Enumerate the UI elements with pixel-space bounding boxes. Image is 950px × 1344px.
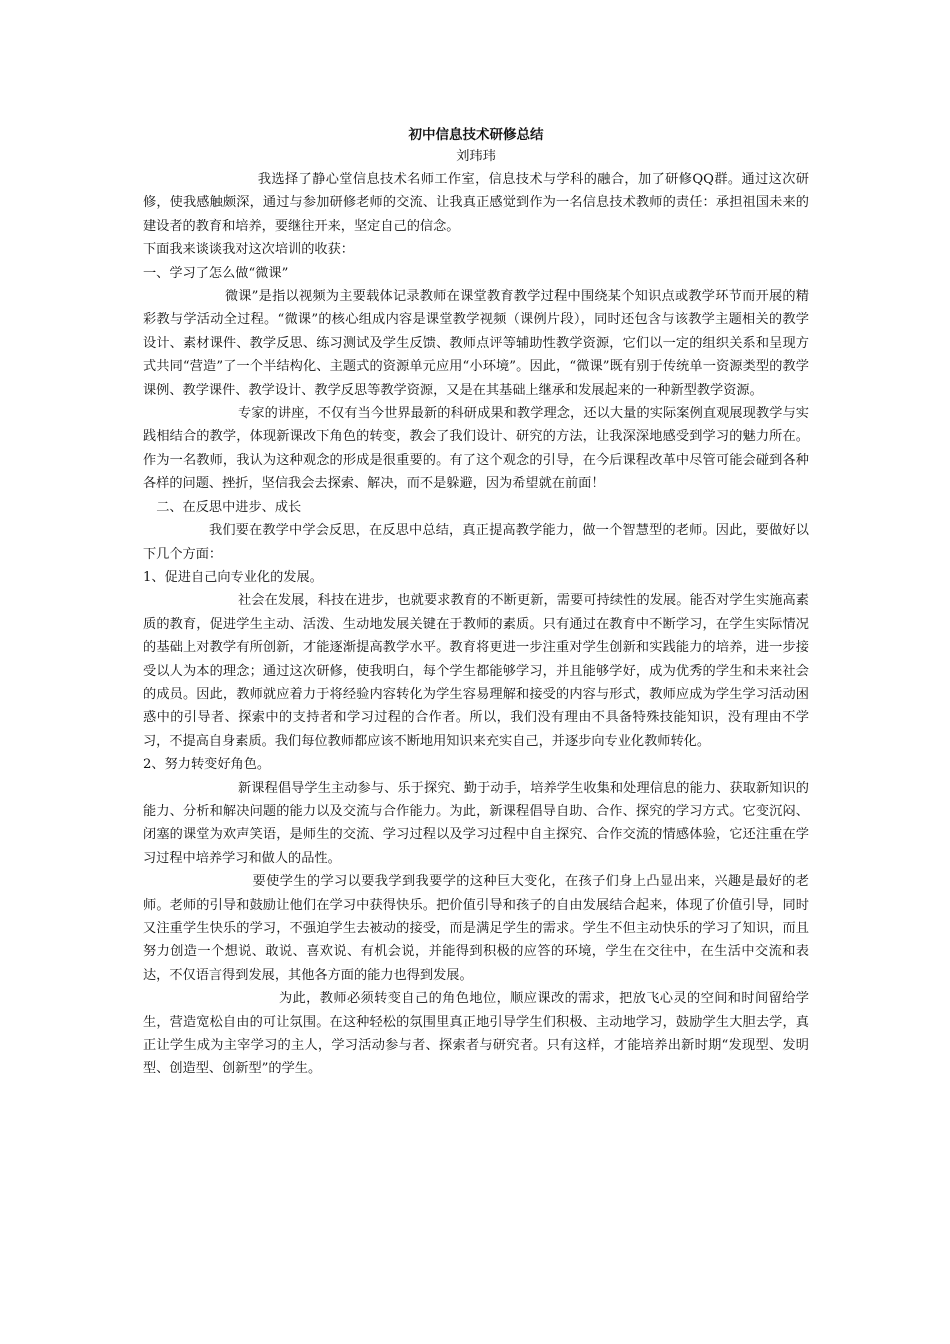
document-title: 初中信息技术研修总结	[408, 127, 544, 143]
subheading-professional-development: 1、促进自己向专业化的发展。	[143, 569, 323, 585]
document-page	[143, 124, 809, 1081]
paragraph-professional-development: 社会在发展，科技在进步，也就要求教育的不断更新，需要可持续性的发展。能否对学生实施高素质的教育，促进学生主动、活泼、生动地发展关键在于教师的素质。只有通过在教育中不断学习，在学生实际情况的基础上对教学有所创新，才能逐渐提高教学水平。教育将更进一步注重对学生创新和实践能力的培养，进一步接受以人为本的理念；通过这次研修，使我明白，每个学生都能够学习，并且能够学好，成为优秀的学生和未来社会的成员。因此，教师就应着力于将经验内容转化为学生容易理解和接受的内容与形式，教师应成为学生学习活动困惑中的引导者、探索中的支持者和学习过程的合作者。所以，我们没有理由不具备特殊技能知识，没有理由不学习，不提高自身素质。我们每位教师都应该不断地用知识来充实自己，并逐步向专业化教师转化。	[143, 593, 809, 749]
paragraph-teacher-role: 为此，教师必须转变自己的角色地位，顺应课改的需求，把放飞心灵的空间和时间留给学生，营造宽松自由的可让氛围。在这种轻松的氛围里真正地引导学生们积极、主动地学习，鼓励学生大胆去学，真正让学生成为主宰学习的主人，学习活动参与者、探索者与研究者。只有这样，才能培养出新时期“发现型、发明型、创造型、创新型”的学生。	[143, 991, 809, 1077]
paragraph-lead-in: 下面我来谈谈我对这次培训的收获：	[143, 242, 354, 258]
paragraph-expert-lecture: 专家的讲座，不仅有当今世界最新的科研成果和教学理念，还以大量的实际案例直观展现教学与实践相结合的教学，体现新课改下角色的转变，教会了我们设计、研究的方法，让我深深地感受到学习的魅力所在。作为一名教师，我认为这种观念的形成是很重要的。有了这个观念的引导，在今后课程改革中尽管可能会碰到各种各样的问题、挫折，坚信我会去探索、解决，而不是躲避，因为希望就在前面！	[143, 406, 809, 492]
section-heading-1: 一、学习了怎么做“微课”	[143, 265, 289, 281]
paragraph-intro: 我选择了静心堂信息技术名师工作室，信息技术与学科的融合，加了研修QQ群。通过这次研修，使我感触颇深，通过与参加研修老师的交流、让我真正感觉到作为一名信息技术教师的责任：承担祖国未来的建设者的教育和培养，要继往开来，坚定自己的信念。	[143, 172, 809, 234]
paragraph-weike-definition: 微课”是指以视频为主要载体记录教师在课堂教育教学过程中围绕某个知识点或教学环节而开展的精彩教与学活动全过程。“微课”的核心组成内容是课堂教学视频（课例片段），同时还包含与该教学主题相关的教学设计、素材课件、教学反思、练习测试及学生反馈、教师点评等辅助性教学资源，它们以一定的组织关系和呈现方式共同“营造”了一个半结构化、主题式的资源单元应用“小环境”。因此，“微课”既有别于传统单一资源类型的教学课例、教学课件、教学设计、教学反思等教学资源，又是在其基础上继承和发展起来的一种新型教学资源。	[143, 289, 809, 398]
paragraph-reflection: 我们要在教学中学会反思，在反思中总结，真正提高教学能力，做一个智慧型的老师。因此，要做好以下几个方面：	[143, 523, 809, 562]
paragraph-learning-change: 要使学生的学习以要我学到我要学的这种巨大变化，在孩子们身上凸显出来，兴趣是最好的老师。老师的引导和鼓励让他们在学习中获得快乐。把价值引导和孩子的自由发展结合起来，体现了价值引导，同时又注重学生快乐的学习，不强迫学生去被动的接受，而是满足学生的需求。学生不但主动快乐的学习了知识，而且努力创造一个想说、敢说、喜欢说、有机会说，并能得到积极的应答的环境，学生在交往中，在生活中交流和表达，不仅语言得到发展，其他各方面的能力也得到发展。	[143, 874, 809, 983]
subheading-role-change: 2、努力转变好角色。	[143, 757, 271, 773]
document-author: 刘玮玮	[456, 149, 496, 164]
paragraph-new-curriculum: 新课程倡导学生主动参与、乐于探究、勤于动手，培养学生收集和处理信息的能力、获取新知识的能力、分析和解决问题的能力以及交流与合作能力。为此，新课程倡导自助、合作、探究的学习方式。它变沉闷、闭塞的课堂为欢声笑语，是师生的交流、学习过程以及学习过程中自主探究、合作交流的情感体验，它还注重在学习过程中培养学习和做人的品性。	[143, 780, 809, 866]
section-heading-2: 二、在反思中进步、成长	[156, 499, 302, 515]
